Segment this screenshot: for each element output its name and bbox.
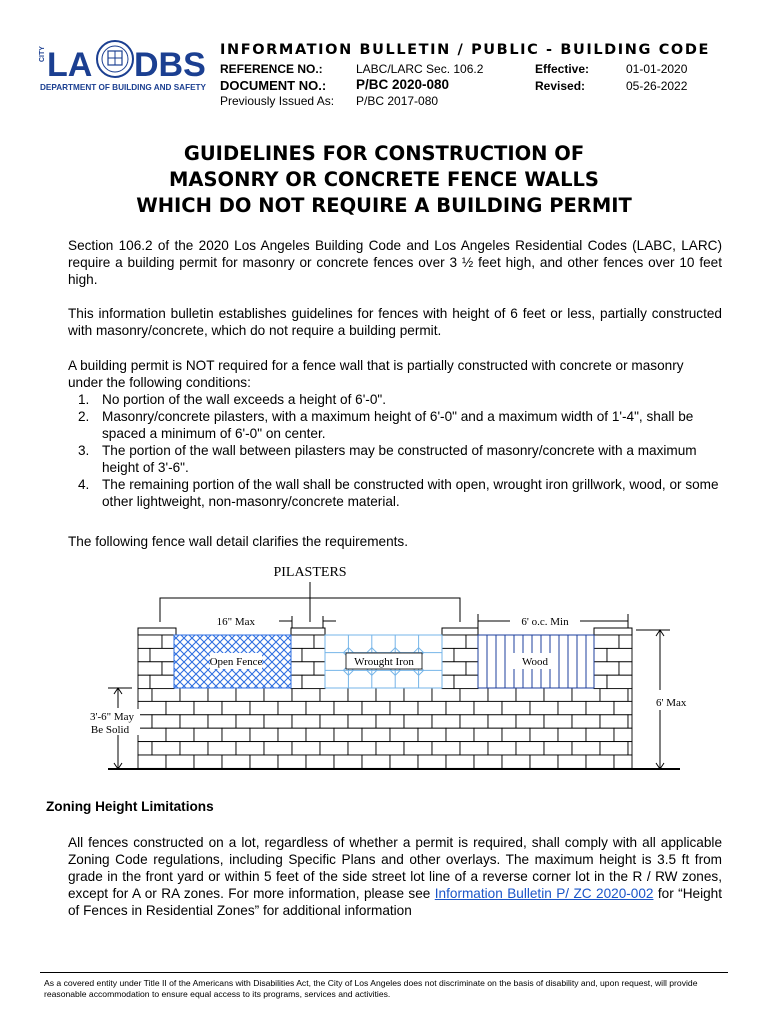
- wood-label: Wood: [521, 656, 549, 668]
- revised-value: 05-26-2022: [626, 79, 688, 93]
- logo-dept-text: DEPARTMENT OF BUILDING AND SAFETY: [40, 83, 207, 92]
- ladbs-logo: [38, 38, 207, 94]
- zoning-body-text: All fences constructed on a lot, regardless of whether a permit is required, shall comply with all applicable Zoning Code regulations, including Specific Plans and other overlays. The maximum height is 3.5 ft from grade in the front yard or within 5 feet of the side street lot line of a reverse corner lot in the R / RW zones, except for A or RA zones. For more information, please see: [68, 835, 722, 901]
- list-item: 4. The remaining portion of the wall shall be constructed with open, wrought iron grillwork, wood, or some other lightweight, non-masonry/concrete material.: [78, 477, 719, 509]
- footer-divider: [40, 972, 728, 973]
- effective-label: Effective:: [535, 62, 590, 76]
- zoning-heading: Zoning Height Limitations: [46, 799, 214, 814]
- city-seal-icon: [97, 41, 133, 77]
- width-max-label: 16" Max: [216, 616, 255, 628]
- previous-label: Previously Issued As:: [220, 94, 335, 108]
- effective-value: 01-01-2020: [626, 62, 688, 76]
- reference-value: LABC/LARC Sec. 106.2: [356, 62, 484, 76]
- page-title: [40, 141, 728, 219]
- conditions-paragraph: A building permit is NOT required for a fence wall that is partially constructed with concrete or masonry under the following conditions:: [68, 358, 684, 390]
- fence-wall-diagram: [80, 558, 700, 776]
- open-fence-label: Open Fence: [209, 656, 263, 668]
- solid-height-label-1: 3'-6" May: [89, 711, 135, 723]
- conditions-list: [78, 391, 722, 510]
- list-item: 2. Masonry/concrete pilasters, with a maximum height of 6'-0" and a maximum width of 1'-4", shall be spaced a minimum of 6'-0" on center.: [78, 409, 694, 441]
- purpose-paragraph: This information bulletin establishes guidelines for fences with height of 6 feet or less, partially constructed with masonry/concrete, which do not require a building permit.: [68, 306, 722, 338]
- diagram-intro: The following fence wall detail clarifies the requirements.: [68, 534, 409, 549]
- previous-value: P/BC 2017-080: [356, 94, 439, 108]
- spacing-label: 6' o.c. Min: [521, 616, 569, 628]
- list-item: 3. The portion of the wall between pilasters may be constructed of masonry/concrete with a maximum height of 3'-6".: [78, 443, 697, 475]
- title-line-2: MASONRY OR CONCRETE FENCE WALLS: [169, 168, 599, 191]
- intro-paragraph: Section 106.2 of the 2020 Los Angeles Building Code and Los Angeles Residential Codes (LABC, LARC) require a building permit for masonry or concrete fences over 3 ½ feet high, and other fences over 10 feet high.: [68, 238, 722, 287]
- title-line-1: GUIDELINES FOR CONSTRUCTION OF: [183, 142, 585, 165]
- zoning-paragraph: [68, 834, 722, 919]
- document-label: DOCUMENT NO.:: [220, 78, 327, 93]
- zoning-tail-text: for “Height of Fences in Residential Zones” for additional information: [68, 886, 722, 918]
- logo-city-text: CITY: [39, 46, 46, 62]
- logo-la-text: LA: [47, 46, 93, 84]
- logo-dbs-text: DBS: [134, 46, 206, 84]
- revised-label: Revised:: [535, 79, 586, 93]
- bulletin-type-title: INFORMATION BULLETIN / PUBLIC - BUILDING CODE: [220, 42, 711, 58]
- title-line-3: WHICH DO NOT REQUIRE A BUILDING PERMIT: [136, 194, 632, 217]
- height-max-label: 6' Max: [656, 697, 687, 709]
- solid-height-label-2: Be Solid: [90, 724, 130, 736]
- reference-label: REFERENCE NO.:: [220, 62, 323, 76]
- list-item: 1. No portion of the wall exceeds a height of 6'-0".: [78, 392, 386, 407]
- ada-footer: As a covered entity under Title II of the Americans with Disabilities Act, the City of Los Angeles does not discriminate on the basis of disability and, upon request, will provide reasonable accommodation to ensure equal access to its programs, services and activities.: [44, 978, 698, 999]
- zoning-bulletin-link[interactable]: Information Bulletin P/ ZC 2020-002: [434, 886, 654, 901]
- document-value: P/BC 2020-080: [356, 77, 450, 92]
- bulletin-header: [220, 42, 740, 58]
- pilasters-label: PILASTERS: [273, 565, 347, 580]
- wrought-iron-label: Wrought Iron: [354, 656, 414, 668]
